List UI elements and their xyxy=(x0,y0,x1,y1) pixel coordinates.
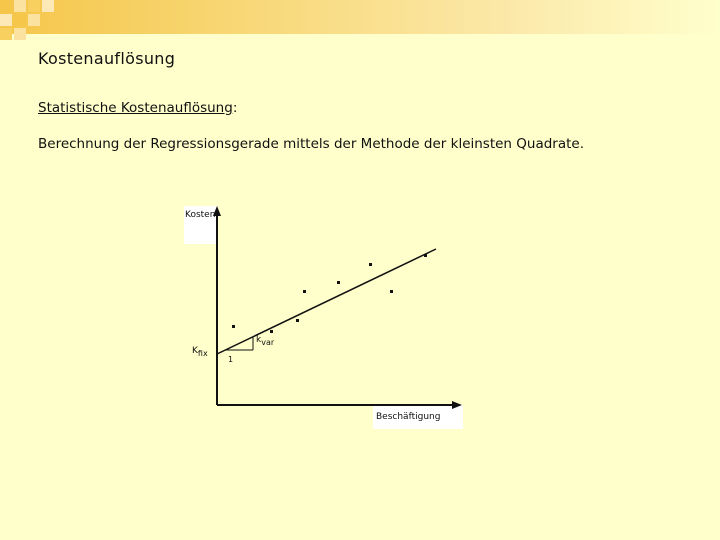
y-axis-label: Kosten xyxy=(185,210,216,220)
intercept-label-sub: fix xyxy=(197,349,208,358)
slope-unit-label: 1 xyxy=(228,355,234,364)
slope-label xyxy=(256,335,275,347)
regression-line xyxy=(217,249,436,354)
data-point xyxy=(303,290,306,293)
intercept-label xyxy=(192,346,208,358)
data-point xyxy=(337,281,340,284)
data-point xyxy=(296,319,299,322)
data-point xyxy=(424,254,427,257)
body-text: Berechnung der Regressionsgerade mittels der Methode der kleinsten Quadrate. xyxy=(38,136,585,152)
data-point xyxy=(369,263,372,266)
data-point xyxy=(232,325,235,328)
data-point xyxy=(390,290,393,293)
intercept-label-main: K xyxy=(192,346,198,356)
data-point xyxy=(270,330,273,333)
slope-label-main: k xyxy=(256,335,262,345)
subheading-text: Statistische Kostenauflösung xyxy=(38,100,233,116)
slide-title: Kostenauflösung xyxy=(38,49,176,68)
subheading-colon: : xyxy=(232,100,238,116)
slope-label-sub: var xyxy=(261,338,275,347)
x-axis-label: Beschäftigung xyxy=(376,412,441,422)
